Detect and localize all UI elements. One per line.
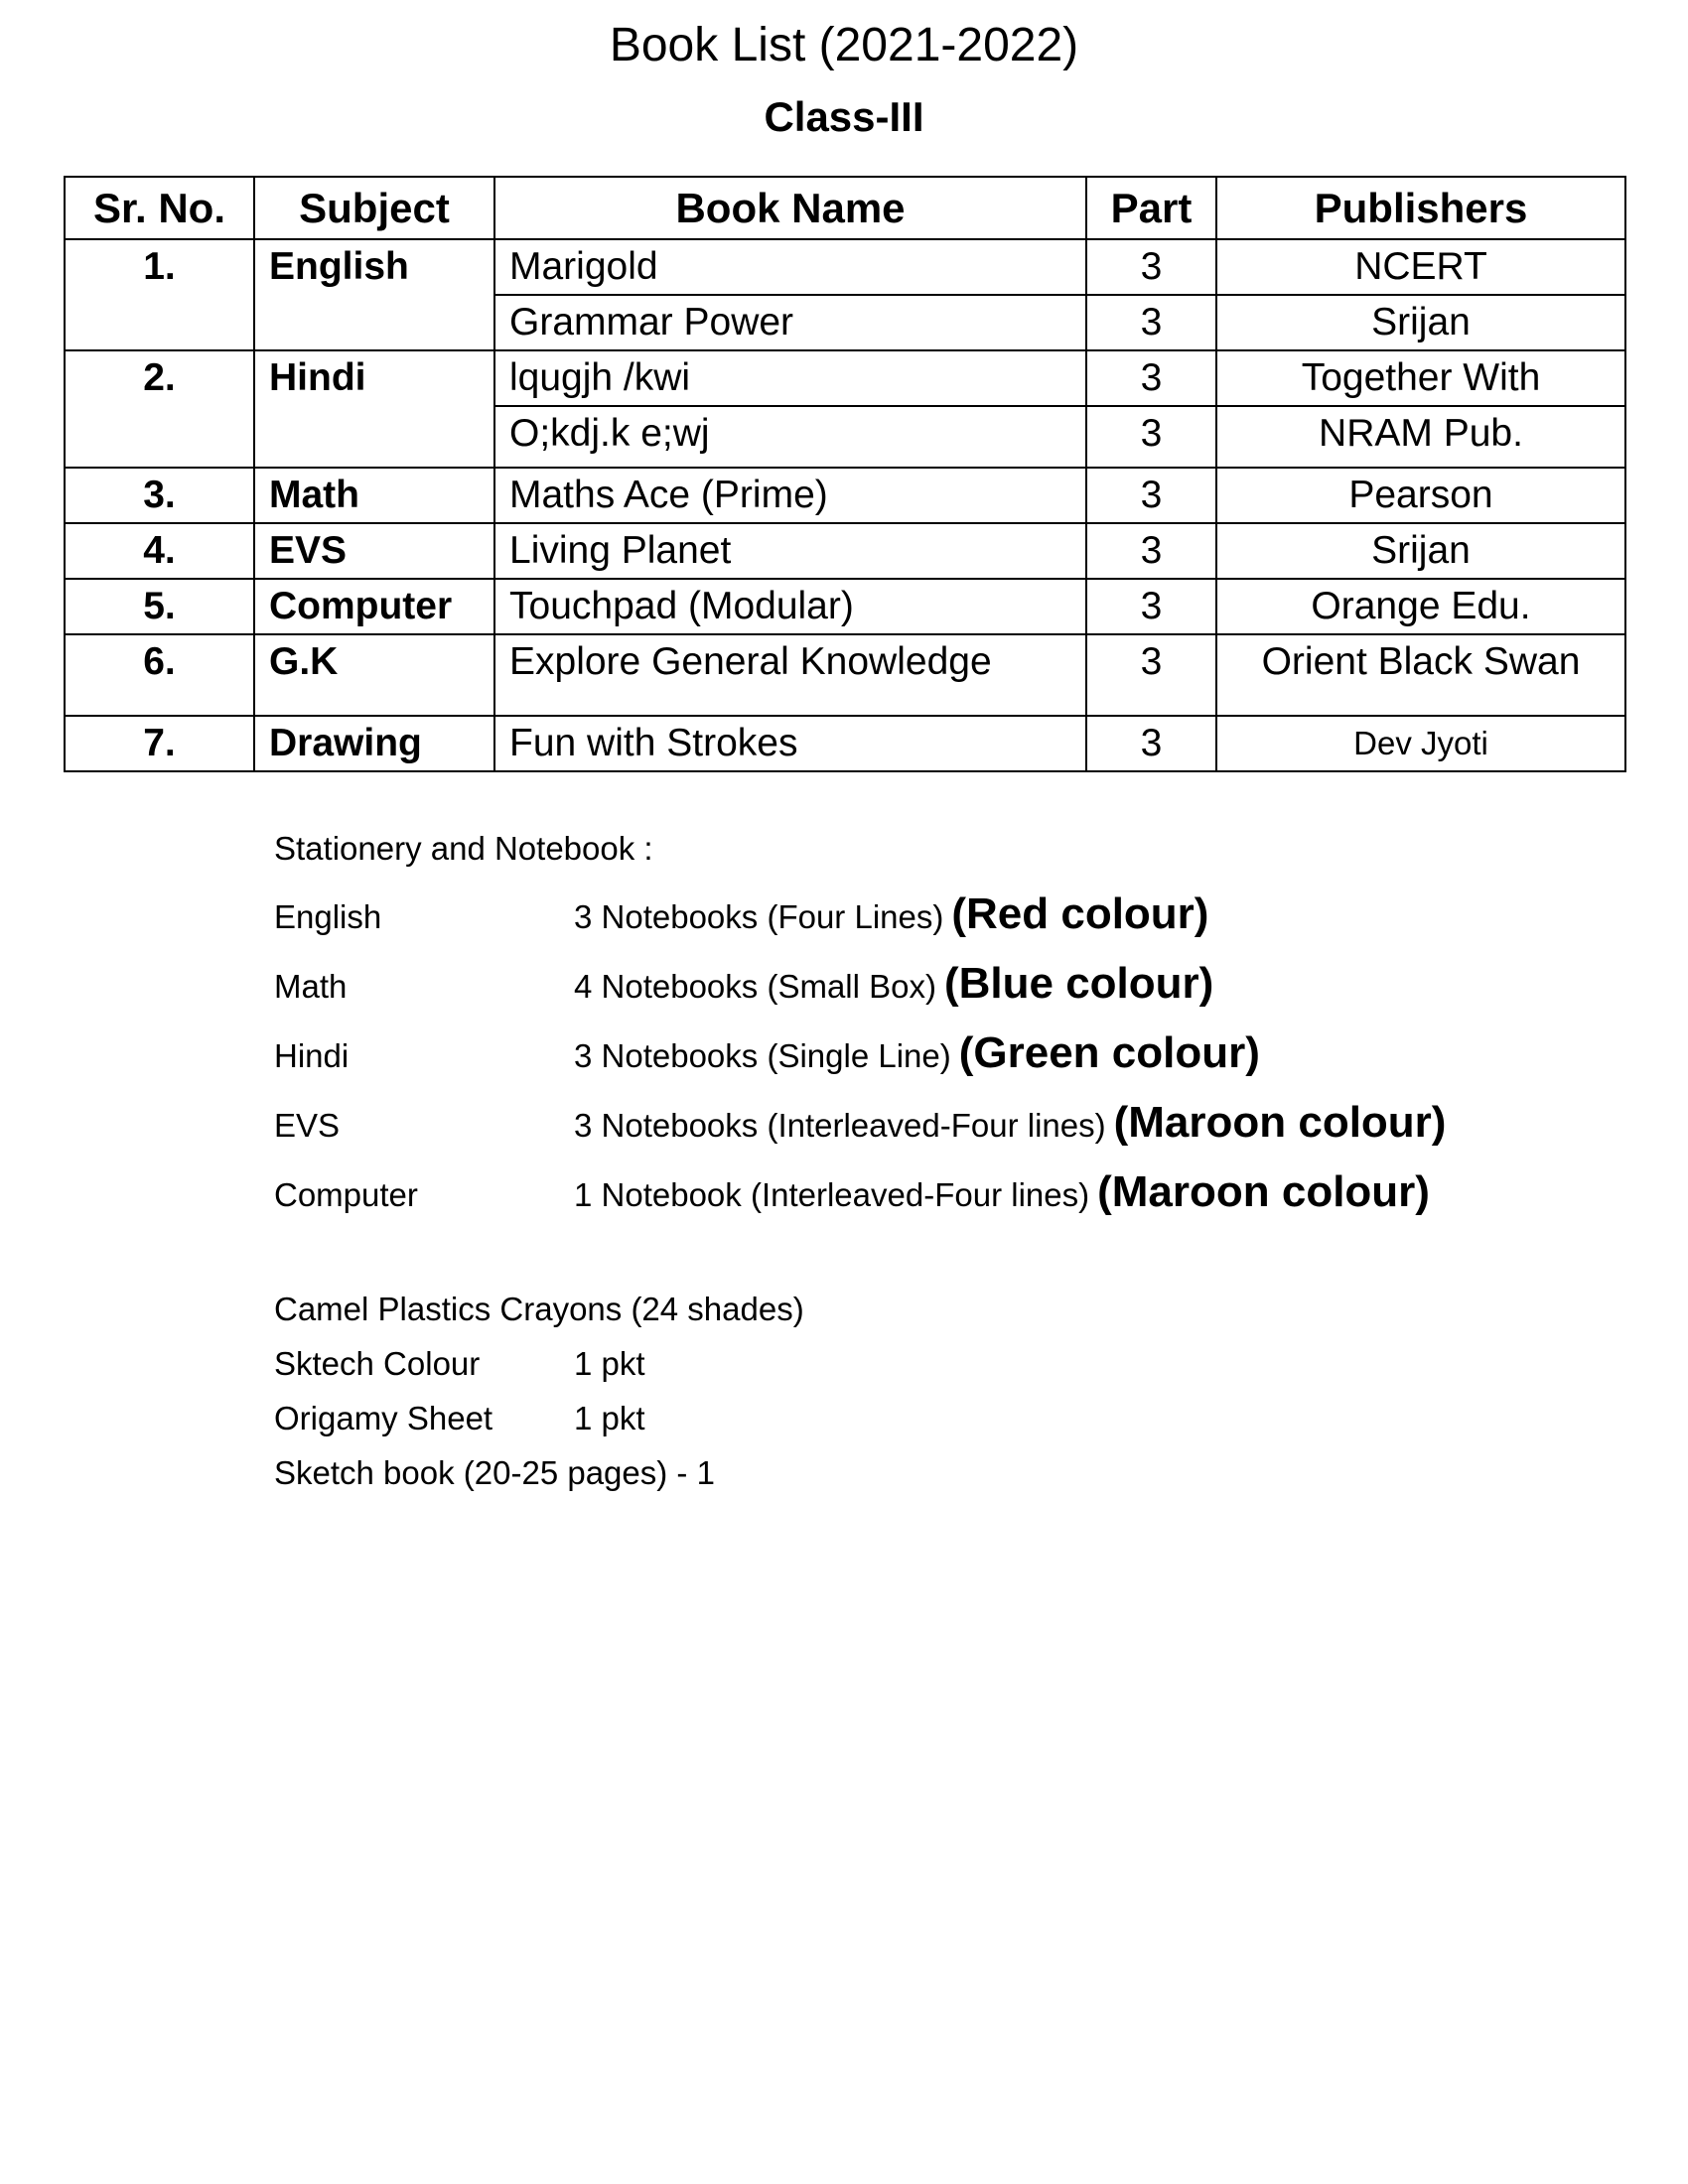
part-cell: 3: [1086, 295, 1216, 350]
notebook-colour: (Blue colour): [943, 959, 1214, 1008]
notebook-colour: (Red colour): [951, 889, 1209, 938]
book-name-cell: Living Planet: [494, 523, 1086, 579]
sr-no-cell: 1.: [65, 239, 254, 350]
publisher-cell: NRAM Pub.: [1216, 406, 1625, 468]
supply-row: [274, 1400, 804, 1454]
notebook-row: [274, 959, 1446, 1028]
part-cell: 3: [1086, 468, 1216, 523]
supplies-section: [274, 1291, 804, 1509]
publisher-cell: Srijan: [1216, 295, 1625, 350]
header-subject: Subject: [254, 177, 494, 239]
header-sr-no: Sr. No.: [65, 177, 254, 239]
notebook-description: 3 Notebooks (Single Line): [574, 1037, 951, 1074]
book-name-cell: Touchpad (Modular): [494, 579, 1086, 634]
book-name-cell: lqugjh /kwi: [494, 350, 1086, 406]
notebook-row: [274, 1098, 1446, 1167]
supply-row: [274, 1345, 804, 1400]
part-cell: 3: [1086, 716, 1216, 771]
subject-cell: Hindi: [254, 350, 494, 468]
sketchbook-line: Sketch book (20-25 pages) - 1: [274, 1454, 715, 1491]
class-subtitle: Class-III: [764, 93, 924, 140]
notebook-row: [274, 1028, 1446, 1098]
stationery-section: [274, 830, 1446, 1237]
table-header-row: [65, 177, 1625, 239]
notebook-subject: EVS: [274, 1107, 341, 1144]
subject-cell: Drawing: [254, 716, 494, 771]
book-name-cell: Marigold: [494, 239, 1086, 295]
table-row: [65, 350, 1625, 406]
notebook-description: 3 Notebooks (Four Lines): [574, 898, 944, 935]
notebook-colour: (Green colour): [958, 1028, 1260, 1077]
notebook-description: 3 Notebooks (Interleaved-Four lines): [574, 1107, 1106, 1144]
notebook-colour: (Maroon colour): [1097, 1167, 1430, 1216]
notebook-subject: Computer: [274, 1176, 418, 1213]
publisher-cell: Dev Jyoti: [1216, 716, 1625, 771]
table-row: [65, 523, 1625, 579]
part-cell: 3: [1086, 350, 1216, 406]
sr-no-cell: 5.: [65, 579, 254, 634]
notebook-colour: (Maroon colour): [1113, 1098, 1447, 1147]
book-name-cell: Explore General Knowledge: [494, 634, 1086, 716]
notebook-description: 4 Notebooks (Small Box): [574, 968, 936, 1005]
crayons-line: Camel Plastics Crayons (24 shades): [274, 1291, 804, 1327]
part-cell: 3: [1086, 634, 1216, 716]
stationery-heading: Stationery and Notebook :: [274, 830, 653, 867]
book-name-cell: Maths Ace (Prime): [494, 468, 1086, 523]
book-list-table: [64, 176, 1626, 772]
part-cell: 3: [1086, 406, 1216, 468]
part-cell: 3: [1086, 523, 1216, 579]
publisher-cell: Srijan: [1216, 523, 1625, 579]
subject-cell: G.K: [254, 634, 494, 716]
book-name-cell: Fun with Strokes: [494, 716, 1086, 771]
sr-no-cell: 4.: [65, 523, 254, 579]
notebook-row: [274, 1167, 1446, 1237]
table-row: [65, 239, 1625, 295]
subject-cell: Computer: [254, 579, 494, 634]
publisher-cell: Orange Edu.: [1216, 579, 1625, 634]
subject-cell: Math: [254, 468, 494, 523]
book-name-cell: O;kdj.k e;wj: [494, 406, 1086, 468]
publisher-cell: Orient Black Swan: [1216, 634, 1625, 716]
notebook-description: 1 Notebook (Interleaved-Four lines): [574, 1176, 1090, 1213]
notebook-subject: Hindi: [274, 1037, 350, 1074]
sr-no-cell: 3.: [65, 468, 254, 523]
sr-no-cell: 6.: [65, 634, 254, 716]
table-row: [65, 468, 1625, 523]
publisher-cell: NCERT: [1216, 239, 1625, 295]
supply-name: Origamy Sheet: [274, 1400, 493, 1436]
header-book-name: Book Name: [494, 177, 1086, 239]
sr-no-cell: 7.: [65, 716, 254, 771]
publisher-cell: Together With: [1216, 350, 1625, 406]
notebook-subject: English: [274, 898, 382, 935]
notebook-subject: Math: [274, 968, 348, 1005]
page-title: Book List (2021-2022): [609, 19, 1079, 71]
table-row: [65, 716, 1625, 771]
subject-cell: English: [254, 239, 494, 350]
header-part: Part: [1086, 177, 1216, 239]
sr-no-cell: 2.: [65, 350, 254, 468]
table-row: [65, 579, 1625, 634]
publisher-cell: Pearson: [1216, 468, 1625, 523]
part-cell: 3: [1086, 579, 1216, 634]
header-publishers: Publishers: [1216, 177, 1625, 239]
notebook-row: [274, 889, 1446, 959]
book-name-cell: Grammar Power: [494, 295, 1086, 350]
supply-name: Sktech Colour: [274, 1345, 481, 1382]
supply-qty: 1 pkt: [574, 1345, 645, 1382]
subject-cell: EVS: [254, 523, 494, 579]
table-row: [65, 634, 1625, 716]
supply-qty: 1 pkt: [574, 1400, 645, 1436]
part-cell: 3: [1086, 239, 1216, 295]
